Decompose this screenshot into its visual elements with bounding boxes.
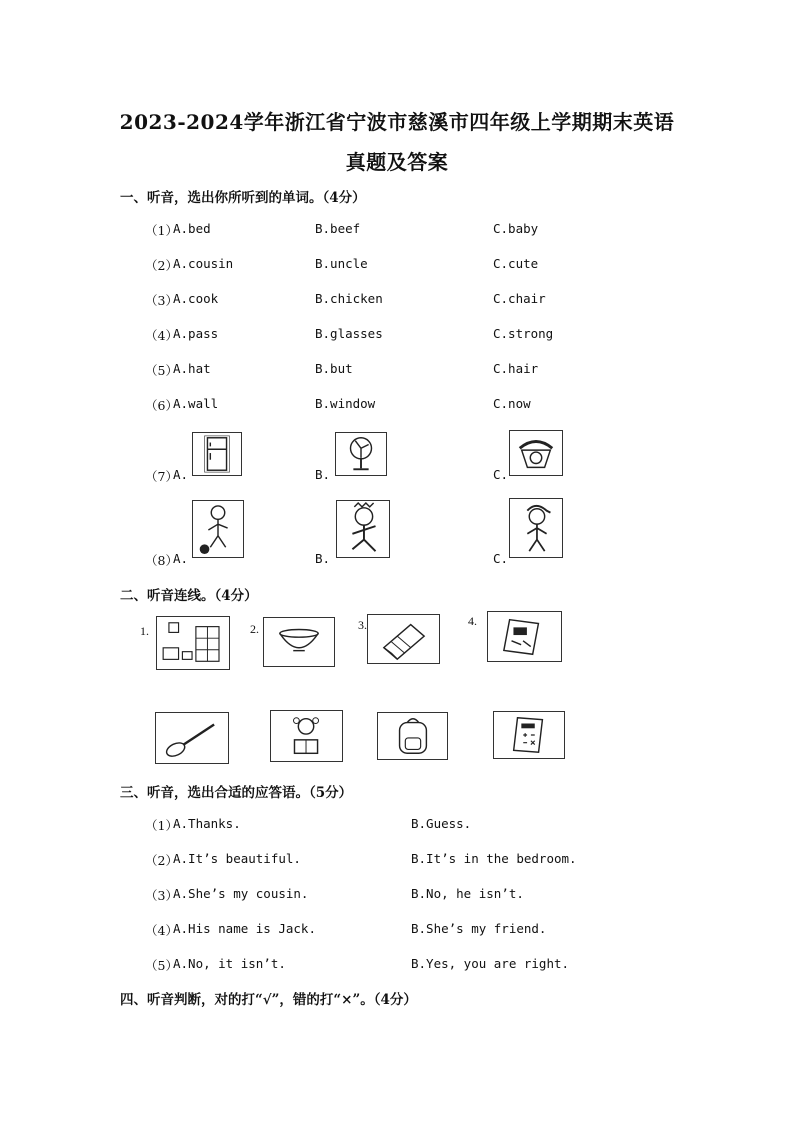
telephone-picture	[509, 430, 563, 476]
match-number-3: 3.	[358, 618, 367, 632]
option-b: B.window	[315, 396, 376, 411]
question-number: （5）	[145, 958, 178, 973]
response-row	[145, 851, 705, 871]
option-b: B.uncle	[315, 256, 368, 271]
question-number: （7）	[145, 469, 178, 484]
option-a: A.	[173, 467, 189, 482]
question-row	[145, 396, 705, 416]
option-b: B.glasses	[315, 326, 383, 341]
option-b: B.	[315, 467, 331, 482]
option-a: A.His name is Jack.	[173, 921, 316, 936]
option-a: A.cook	[173, 291, 219, 306]
document-title-line1: 2023-2024学年浙江省宁波市慈溪市四年级上学期期末英语	[119, 110, 675, 134]
girl-reading-picture	[270, 710, 343, 762]
option-c: C.now	[493, 396, 531, 411]
section-3-heading: 三、听音，选出合适的应答语。（5分）	[120, 785, 353, 801]
boy-cap-picture	[509, 498, 563, 558]
option-a: A.pass	[173, 326, 219, 341]
fridge-picture	[192, 432, 242, 476]
option-b: B.but	[315, 361, 353, 376]
option-b: B.No, he isn’t.	[411, 886, 524, 901]
math-book-picture	[493, 711, 565, 759]
boy-football-picture	[192, 500, 244, 558]
question-number: （2）	[145, 258, 178, 273]
option-c: C.chair	[493, 291, 546, 306]
option-a: A.cousin	[173, 256, 234, 271]
section-4-heading: 四、听音判断，对的打“√”，错的打“×”。（4分）	[120, 992, 417, 1008]
bowl-picture	[263, 617, 335, 667]
spoon-picture	[155, 712, 229, 764]
question-number: （1）	[145, 818, 178, 833]
option-a: A.Thanks.	[173, 816, 241, 831]
question-number: （5）	[145, 363, 178, 378]
question-number: （2）	[145, 853, 178, 868]
response-row	[145, 921, 705, 941]
option-b: B.	[315, 551, 331, 566]
room-picture	[156, 616, 230, 670]
option-a: A.She’s my cousin.	[173, 886, 309, 901]
option-c: C.strong	[493, 326, 554, 341]
option-a: A.	[173, 551, 189, 566]
match-number-2: 2.	[250, 622, 259, 636]
schoolbag-picture	[377, 712, 448, 760]
option-c: C.	[493, 551, 509, 566]
section-1-heading: 一、听音，选出你所听到的单词。（4分）	[120, 190, 366, 206]
question-row	[145, 256, 705, 276]
option-a: A.bed	[173, 221, 211, 236]
option-b: B.It’s in the bedroom.	[411, 851, 577, 866]
response-row	[145, 816, 705, 836]
question-number: （6）	[145, 398, 178, 413]
option-b: B.Guess.	[411, 816, 472, 831]
option-c: C.cute	[493, 256, 539, 271]
chinese-book-picture	[487, 611, 562, 662]
option-a: A.hat	[173, 361, 211, 376]
match-number-4: 4.	[468, 614, 477, 628]
option-a: A.It’s beautiful.	[173, 851, 301, 866]
response-row	[145, 956, 705, 976]
option-b: B.beef	[315, 221, 361, 236]
eraser-picture	[367, 614, 440, 664]
question-row	[145, 361, 705, 381]
question-number: （4）	[145, 328, 178, 343]
option-b: B.Yes, you are right.	[411, 956, 570, 971]
question-row	[145, 326, 705, 346]
question-number: （8）	[145, 553, 178, 568]
question-number: （4）	[145, 923, 178, 938]
option-c: C.baby	[493, 221, 539, 236]
question-row	[145, 221, 705, 241]
question-number: （3）	[145, 293, 178, 308]
match-number-1: 1.	[140, 624, 149, 638]
question-number: （1）	[145, 223, 178, 238]
document-title-line2: 真题及答案	[345, 150, 449, 174]
response-row	[145, 886, 705, 906]
option-c: C.	[493, 467, 509, 482]
fan-picture	[335, 432, 387, 476]
option-c: C.hair	[493, 361, 539, 376]
question-number: （3）	[145, 888, 178, 903]
option-b: B.She’s my friend.	[411, 921, 547, 936]
boy-running-picture	[336, 500, 390, 558]
question-row	[145, 291, 705, 311]
option-a: A.wall	[173, 396, 219, 411]
option-a: A.No, it isn’t.	[173, 956, 286, 971]
option-b: B.chicken	[315, 291, 383, 306]
section-2-heading: 二、听音连线。（4分）	[120, 588, 258, 604]
